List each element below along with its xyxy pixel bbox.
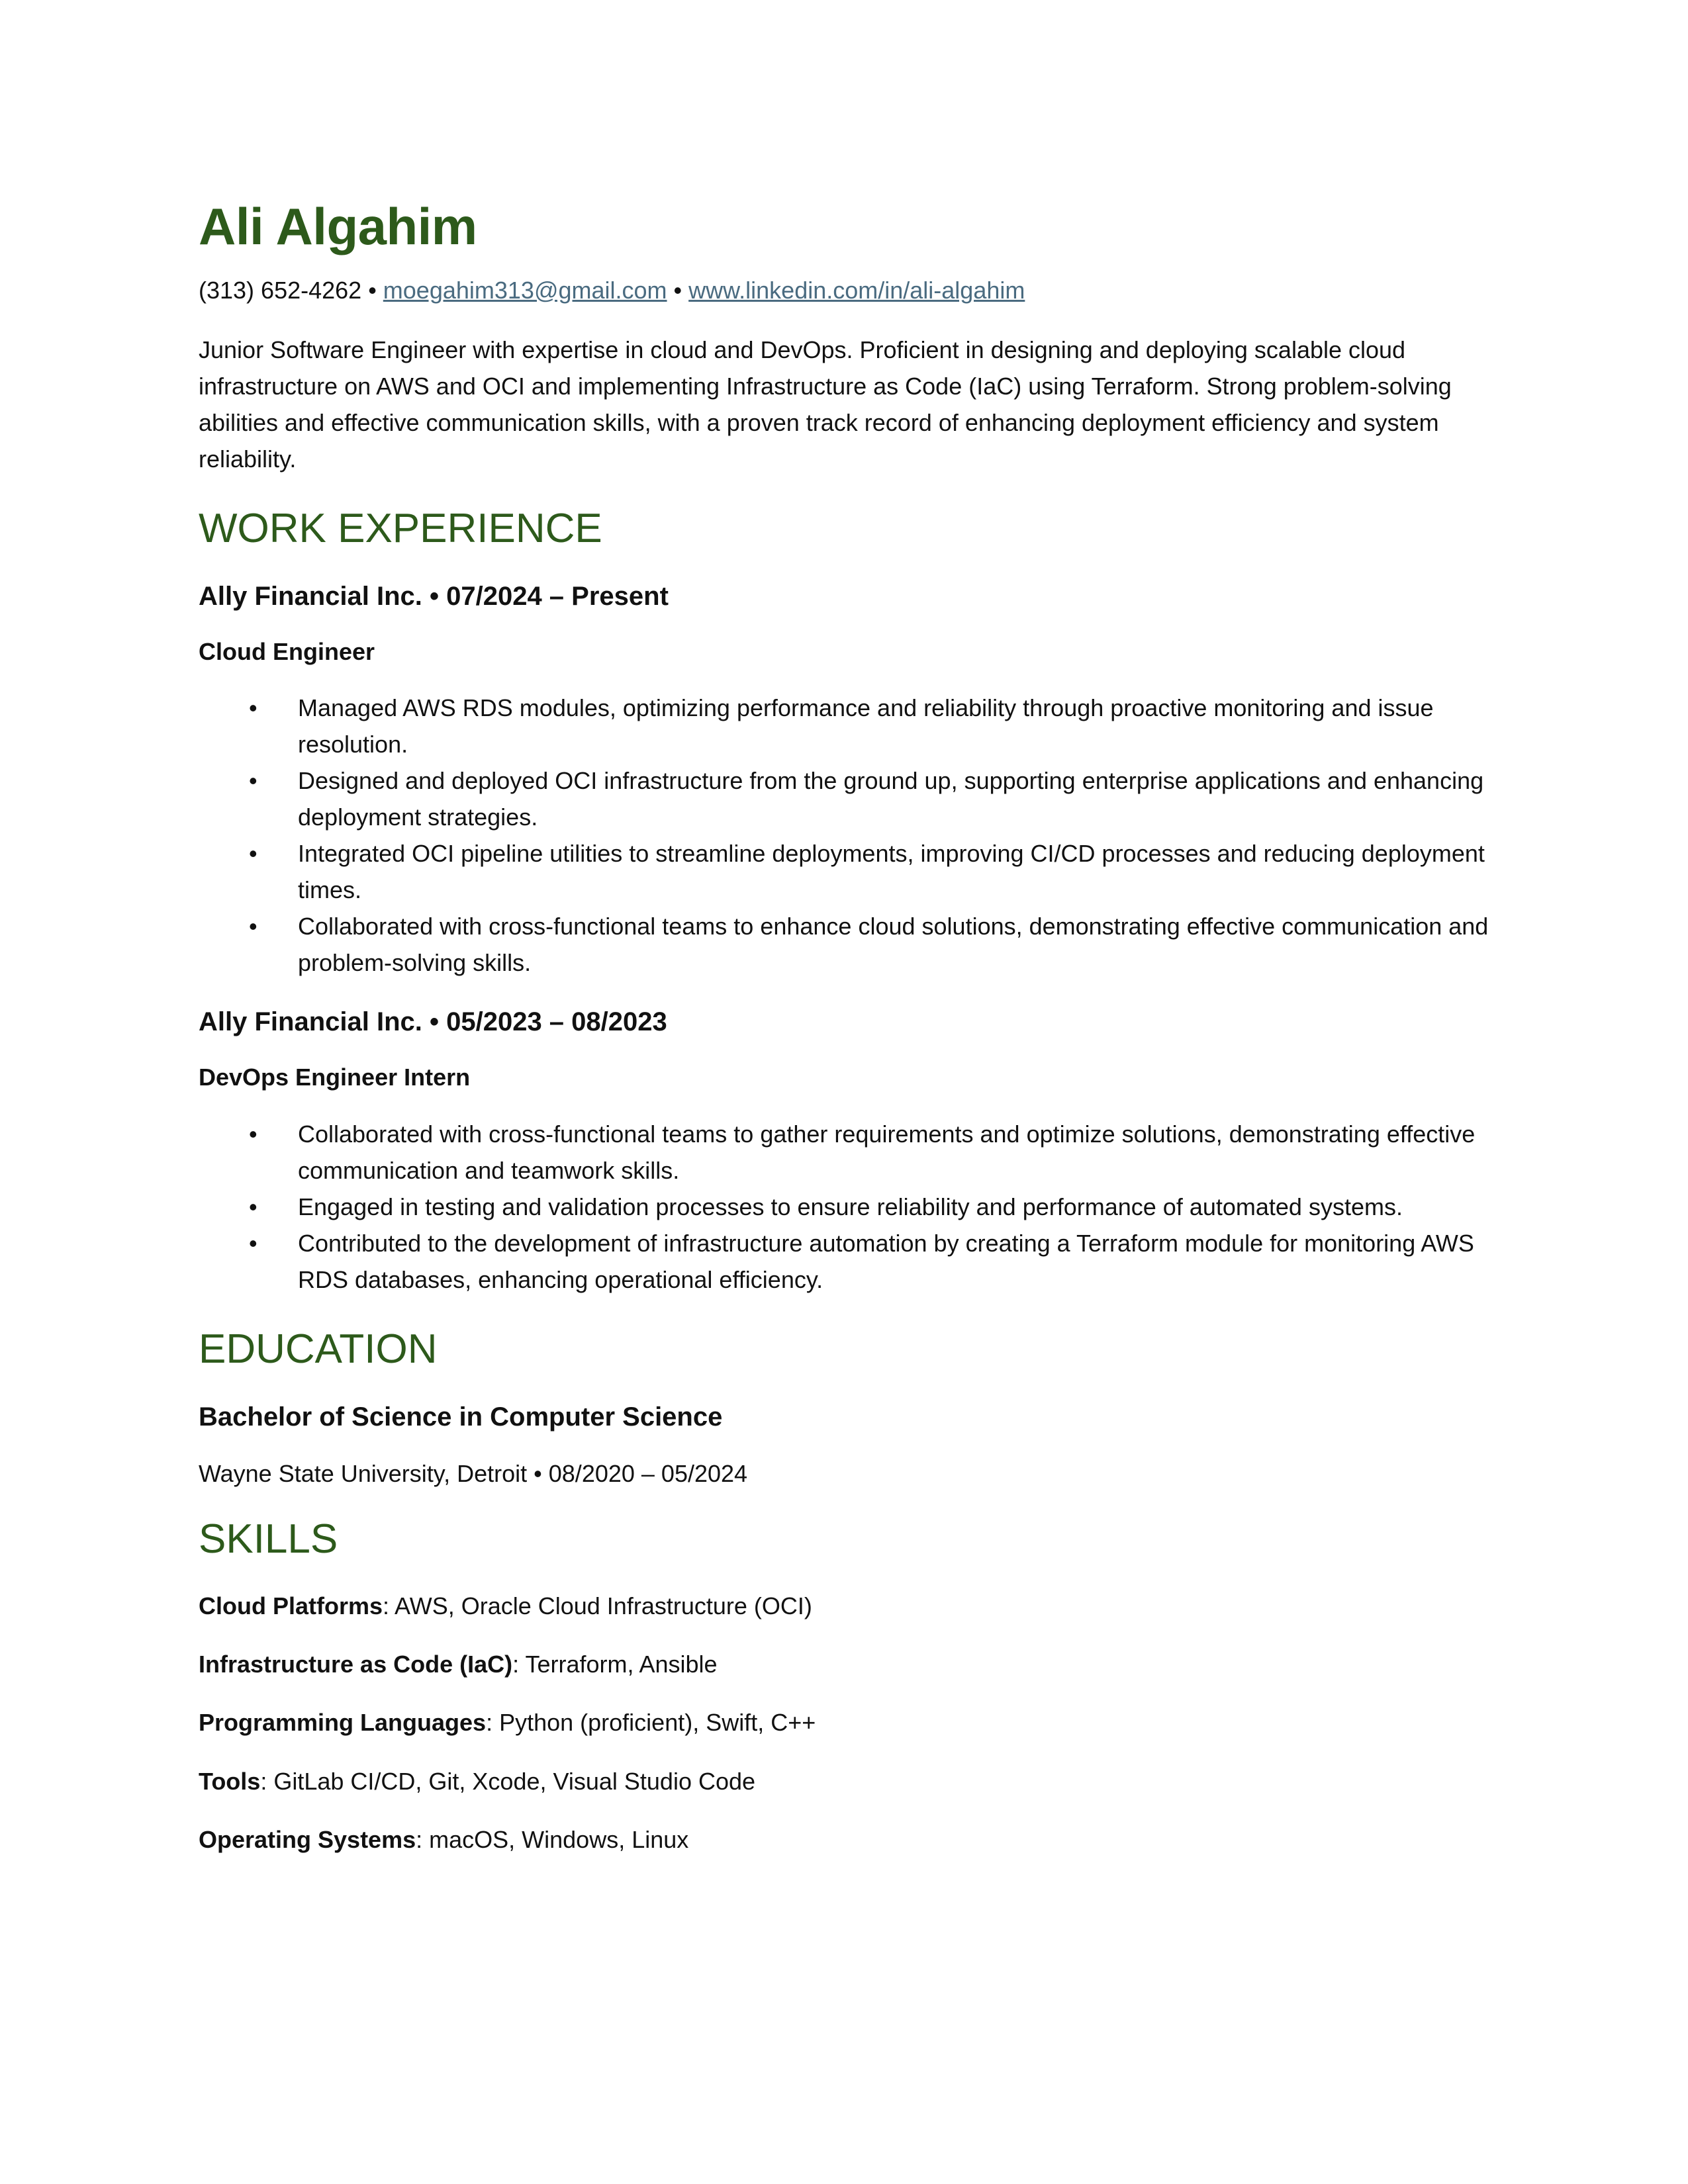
bullet-text: Designed and deployed OCI infrastructure from the ground up, supporting enterprise applications and enhancing deployment strategies. <box>298 767 1484 831</box>
list-item <box>199 1225 1489 1298</box>
job-heading: Ally Financial Inc. • 05/2023 – 08/2023 <box>199 1007 667 1037</box>
email-link[interactable]: moegahim313@gmail.com <box>383 276 667 304</box>
contact-line <box>199 275 1489 306</box>
bullet-icon: • <box>249 840 258 868</box>
job-entry <box>199 1006 1489 1297</box>
skill-row <box>199 1825 1489 1854</box>
degree-title: Bachelor of Science in Computer Science <box>199 1402 723 1432</box>
job-title: Cloud Engineer <box>199 638 375 666</box>
resume-page <box>199 199 1489 1854</box>
skill-value: : Terraform, Ansible <box>512 1651 718 1678</box>
skill-label: Programming Languages <box>199 1709 487 1737</box>
bullet-text: Integrated OCI pipeline utilities to streamline deployments, improving CI/CD processes and reducing deployment times. <box>298 840 1485 904</box>
candidate-name: Ali Algahim <box>199 197 477 255</box>
skill-value: : Python (proficient), Swift, C++ <box>486 1709 816 1737</box>
list-item <box>199 1116 1489 1189</box>
phone-number: (313) 652-4262 <box>199 276 362 304</box>
bullet-text: Managed AWS RDS modules, optimizing performance and reliability through proactive monitoring and issue resolution. <box>298 694 1434 758</box>
bullet-icon: • <box>249 1193 258 1220</box>
job-heading: Ally Financial Inc. • 07/2024 – Present <box>199 582 669 612</box>
linkedin-link[interactable]: www.linkedin.com/in/ali-algahim <box>688 276 1025 304</box>
bullet-text: Contributed to the development of infrastructure automation by creating a Terraform module for monitoring AWS RDS databases, enhancing operational efficiency. <box>298 1229 1474 1293</box>
skill-label: Cloud Platforms <box>199 1592 383 1619</box>
section-heading-skills: SKILLS <box>199 1516 338 1563</box>
list-item <box>199 690 1489 762</box>
section-heading-work: WORK EXPERIENCE <box>199 505 602 551</box>
skill-label: Infrastructure as Code (IaC) <box>199 1651 513 1678</box>
bullet-icon: • <box>249 767 258 795</box>
job-bullets <box>199 1116 1489 1298</box>
skills-list <box>199 1592 1489 1854</box>
list-item <box>199 835 1489 908</box>
bullet-text: Collaborated with cross-functional teams to enhance cloud solutions, demonstrating effective communication and problem-solving skills. <box>298 913 1489 977</box>
list-item <box>199 1189 1489 1225</box>
skill-value: : GitLab CI/CD, Git, Xcode, Visual Studio Code <box>260 1767 756 1795</box>
skill-row <box>199 1708 1489 1737</box>
job-entry <box>199 580 1489 981</box>
bullet-text: Engaged in testing and validation processes to ensure reliability and performance of automated systems. <box>298 1193 1403 1220</box>
skill-label: Tools <box>199 1767 261 1795</box>
skill-value: : AWS, Oracle Cloud Infrastructure (OCI) <box>383 1592 812 1619</box>
separator: • <box>361 276 383 304</box>
skill-row <box>199 1650 1489 1678</box>
job-title: DevOps Engineer Intern <box>199 1064 471 1091</box>
skill-label: Operating Systems <box>199 1825 416 1853</box>
list-item <box>199 762 1489 835</box>
school-line: Wayne State University, Detroit • 08/2020 – 05/2024 <box>199 1460 748 1488</box>
section-heading-education: EDUCATION <box>199 1326 438 1372</box>
list-item <box>199 908 1489 981</box>
bullet-icon: • <box>249 1229 258 1257</box>
bullet-icon: • <box>249 1120 258 1148</box>
summary-paragraph: Junior Software Engineer with expertise in cloud and DevOps. Proficient in designing and deploying scalable cloud infrastructure on AWS and OCI and implementing Infrastructure as Code (IaC) using Terraform. Strong problem-solving abilities and effective communication skills, with a proven track record of enhancing deployment efficiency and system reliability. <box>199 336 1452 473</box>
bullet-icon: • <box>249 694 258 722</box>
skill-row <box>199 1592 1489 1620</box>
skill-row <box>199 1767 1489 1796</box>
bullet-icon: • <box>249 913 258 940</box>
bullet-text: Collaborated with cross-functional teams to gather requirements and optimize solutions, demonstrating effective communication and teamwork skills. <box>298 1120 1476 1184</box>
skill-value: : macOS, Windows, Linux <box>416 1825 689 1853</box>
separator: • <box>667 276 689 304</box>
job-bullets <box>199 690 1489 981</box>
